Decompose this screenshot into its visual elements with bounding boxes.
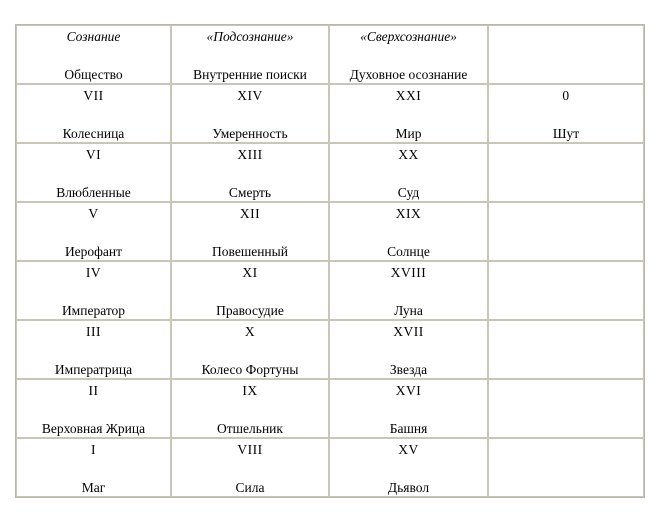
header-subtitle: Духовное осознание	[349, 67, 468, 82]
card-name: Башня	[389, 421, 428, 436]
table-row	[16, 438, 644, 497]
header-subtitle: Внутренние поиски	[193, 67, 307, 82]
card-name: Суд	[397, 185, 420, 200]
card-number: I	[91, 442, 96, 457]
card-name: Влюбленные	[56, 185, 131, 200]
card-name: Солнце	[387, 244, 430, 259]
card-cell	[329, 202, 488, 261]
header-subtitle: Общество	[64, 67, 123, 82]
card-name: Иерофант	[64, 244, 123, 259]
header-cell-superconsciousness	[329, 25, 488, 84]
empty-cell	[488, 379, 644, 438]
empty-cell	[488, 320, 644, 379]
card-number: XVI	[395, 383, 422, 398]
card-cell	[16, 202, 171, 261]
card-name: Отшельник	[217, 421, 283, 436]
card-name: Император	[61, 303, 126, 318]
card-cell	[16, 84, 171, 143]
card-number: XVIII	[390, 265, 427, 280]
card-number: XVII	[393, 324, 424, 339]
empty-cell	[488, 438, 644, 497]
card-name: Сила	[235, 480, 265, 495]
card-name: Колесница	[62, 126, 125, 141]
header-title: «Сверхсознание»	[360, 29, 457, 44]
card-cell	[16, 438, 171, 497]
card-number: V	[88, 206, 99, 221]
header-cell-consciousness	[16, 25, 171, 84]
card-cell	[329, 438, 488, 497]
card-cell	[171, 143, 329, 202]
card-cell	[16, 261, 171, 320]
table-row	[16, 202, 644, 261]
card-number: VII	[83, 88, 104, 103]
card-number: IX	[242, 383, 258, 398]
card-cell	[171, 84, 329, 143]
empty-cell	[488, 261, 644, 320]
card-name: Маг	[81, 480, 106, 495]
card-name: Умеренность	[212, 126, 288, 141]
card-name: Колесо Фортуны	[201, 362, 299, 377]
card-cell	[171, 379, 329, 438]
card-number: XII	[239, 206, 261, 221]
arcana-table	[15, 24, 645, 498]
card-number: XV	[398, 442, 419, 457]
card-cell	[171, 202, 329, 261]
card-name: Смерть	[228, 185, 272, 200]
table-row	[16, 143, 644, 202]
card-number: VIII	[237, 442, 263, 457]
card-name: Правосудие	[216, 303, 284, 318]
table-row	[16, 261, 644, 320]
card-cell	[171, 320, 329, 379]
card-name: Мир	[395, 126, 422, 141]
card-number: XXI	[395, 88, 422, 103]
card-number: IV	[85, 265, 102, 280]
card-name: Луна	[394, 303, 423, 318]
card-number: XI	[242, 265, 258, 280]
card-number: 0	[562, 88, 570, 103]
card-cell	[329, 261, 488, 320]
card-cell	[329, 143, 488, 202]
card-name: Шут	[552, 126, 580, 141]
card-name: Дьявол	[387, 480, 430, 495]
card-cell	[329, 84, 488, 143]
card-number: III	[86, 324, 101, 339]
header-cell-empty	[488, 25, 644, 84]
empty-cell	[488, 143, 644, 202]
card-number: VI	[85, 147, 102, 162]
card-cell	[171, 261, 329, 320]
card-number: XIII	[237, 147, 263, 162]
card-cell	[329, 320, 488, 379]
card-cell	[16, 320, 171, 379]
card-cell	[171, 438, 329, 497]
header-cell-subconsciousness	[171, 25, 329, 84]
card-number: II	[88, 383, 99, 398]
card-name: Звезда	[389, 362, 428, 377]
card-cell	[488, 84, 644, 143]
card-name: Повешенный	[212, 244, 288, 259]
card-cell	[329, 379, 488, 438]
card-cell	[16, 379, 171, 438]
card-number: XX	[398, 147, 419, 162]
card-cell	[16, 143, 171, 202]
card-number: XIV	[237, 88, 263, 103]
card-number: X	[244, 324, 256, 339]
header-title: Сознание	[66, 29, 121, 44]
card-name: Императрица	[54, 362, 133, 377]
table-row	[16, 379, 644, 438]
card-name: Верховная Жрица	[41, 421, 146, 436]
table-row	[16, 84, 644, 143]
table-header-row	[16, 25, 644, 84]
empty-cell	[488, 202, 644, 261]
header-title: «Подсознание»	[206, 29, 294, 44]
card-number: XIX	[395, 206, 422, 221]
table-row	[16, 320, 644, 379]
